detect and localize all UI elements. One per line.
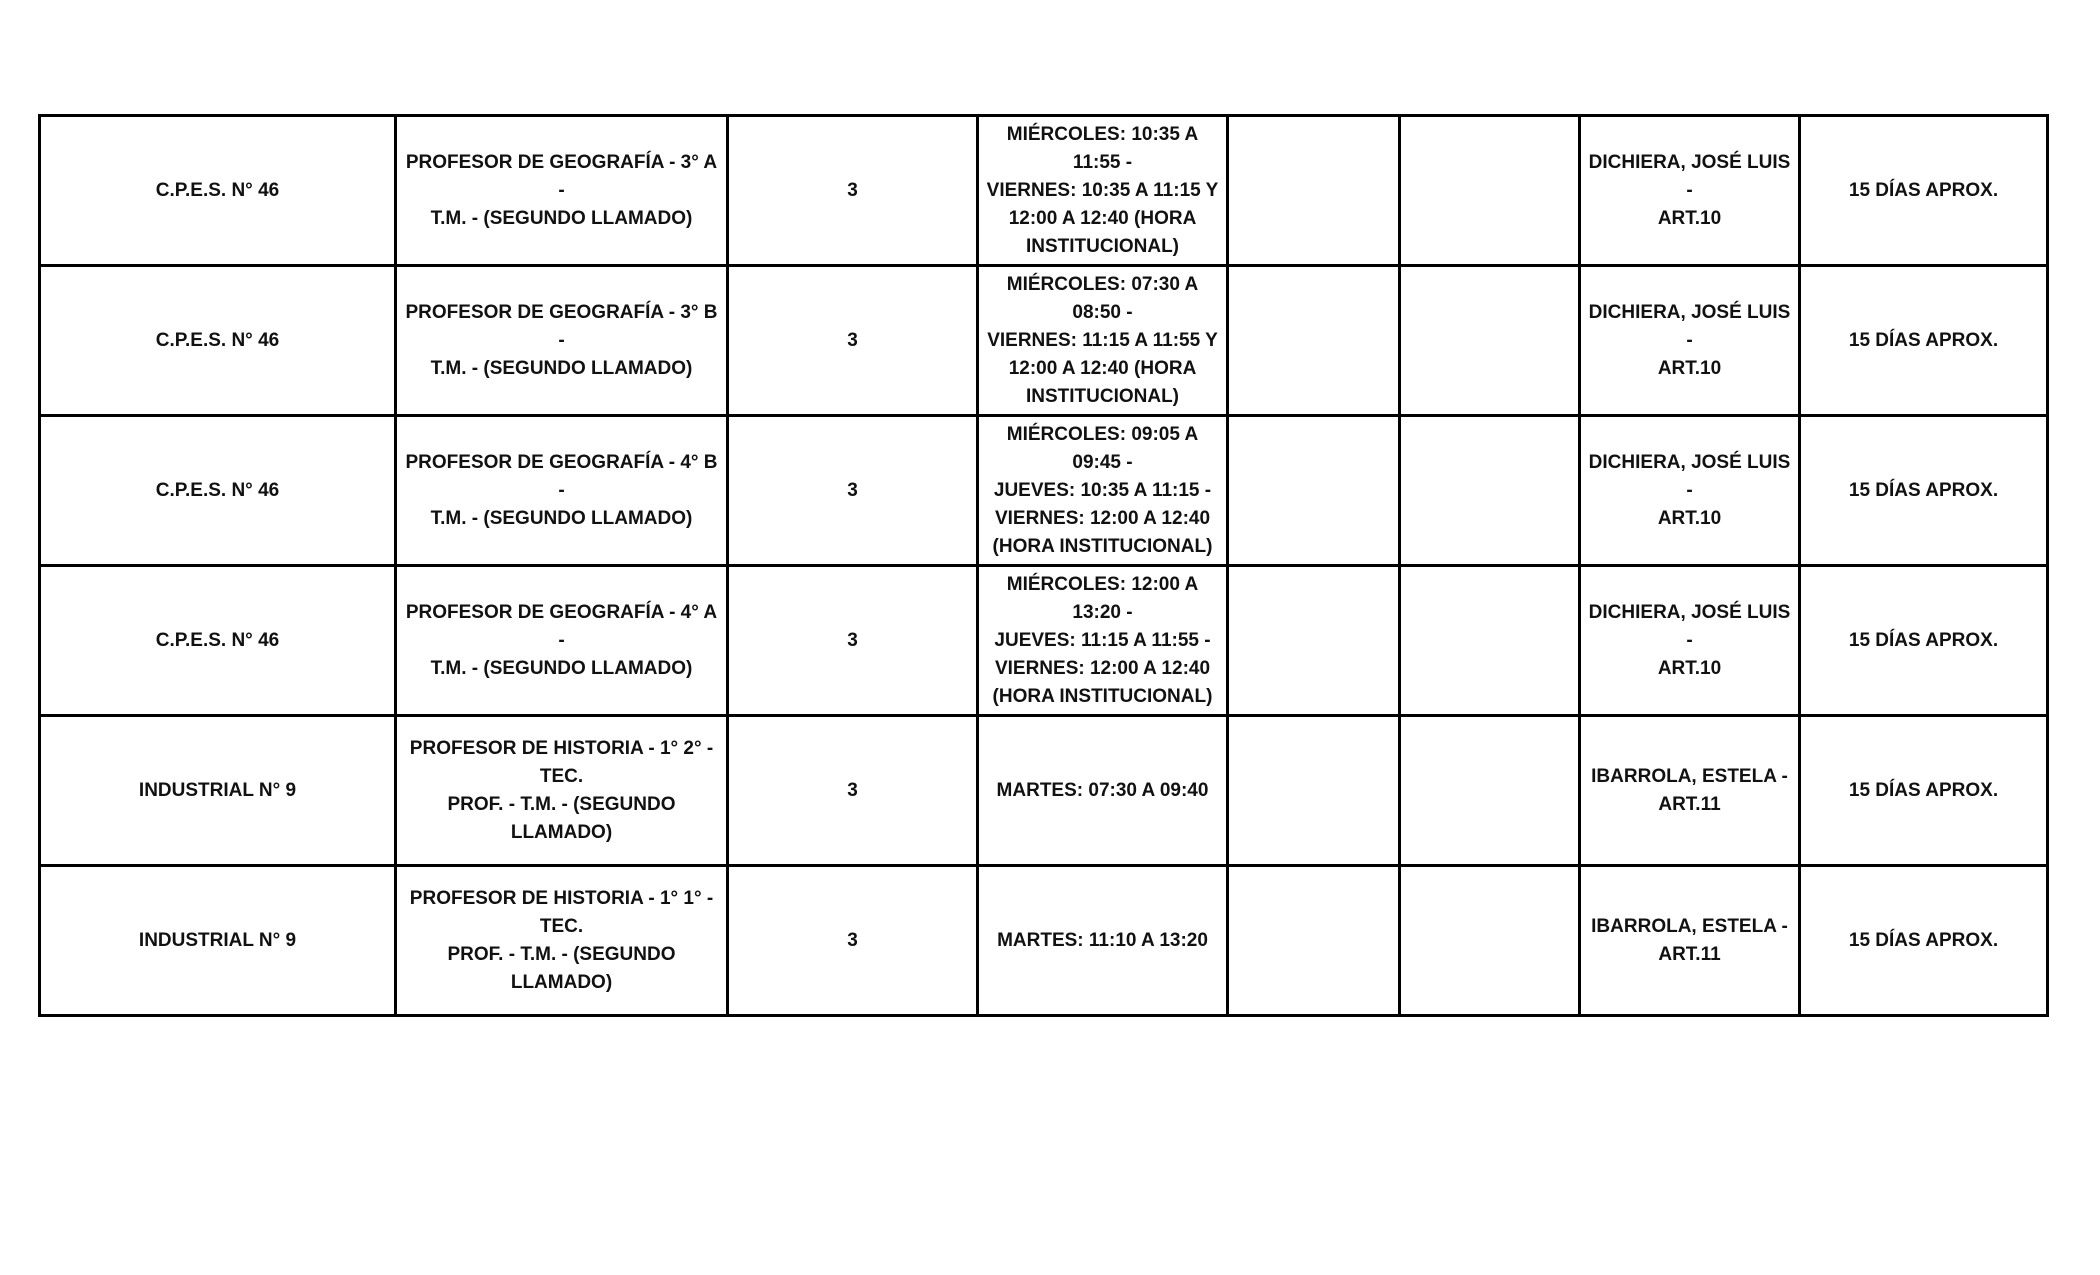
teacher-cell: DICHIERA, JOSÉ LUIS - ART.10 <box>1580 566 1800 716</box>
schedule-cell: MIÉRCOLES: 10:35 A 11:55 - VIERNES: 10:35 A 11:15 Y 12:00 A 12:40 (HORA INSTITUCIONAL) <box>978 116 1228 266</box>
position-cell: PROFESOR DE HISTORIA - 1° 2° - TEC. PROF. - T.M. - (SEGUNDO LLAMADO) <box>396 716 728 866</box>
empty-cell <box>1400 866 1580 1016</box>
document-page <box>38 114 2049 1017</box>
duration-cell: 15 DÍAS APROX. <box>1800 566 2048 716</box>
position-cell: PROFESOR DE GEOGRAFÍA - 3° A - T.M. - (SEGUNDO LLAMADO) <box>396 116 728 266</box>
table-row <box>40 716 2048 866</box>
empty-cell <box>1400 566 1580 716</box>
school-cell: C.P.E.S. N° 46 <box>40 416 396 566</box>
teacher-cell: DICHIERA, JOSÉ LUIS - ART.10 <box>1580 416 1800 566</box>
school-cell: C.P.E.S. N° 46 <box>40 266 396 416</box>
empty-cell <box>1400 416 1580 566</box>
school-cell: INDUSTRIAL N° 9 <box>40 716 396 866</box>
school-cell: C.P.E.S. N° 46 <box>40 116 396 266</box>
hours-cell: 3 <box>728 416 978 566</box>
teacher-cell: DICHIERA, JOSÉ LUIS - ART.10 <box>1580 266 1800 416</box>
empty-cell <box>1228 116 1400 266</box>
empty-cell <box>1400 266 1580 416</box>
empty-cell <box>1228 716 1400 866</box>
table-row <box>40 266 2048 416</box>
schedule-cell: MIÉRCOLES: 12:00 A 13:20 - JUEVES: 11:15 A 11:55 - VIERNES: 12:00 A 12:40 (HORA INSTITUCIONAL) <box>978 566 1228 716</box>
school-cell: C.P.E.S. N° 46 <box>40 566 396 716</box>
table-row <box>40 866 2048 1016</box>
duration-cell: 15 DÍAS APROX. <box>1800 416 2048 566</box>
hours-cell: 3 <box>728 866 978 1016</box>
position-cell: PROFESOR DE GEOGRAFÍA - 4° B - T.M. - (SEGUNDO LLAMADO) <box>396 416 728 566</box>
hours-cell: 3 <box>728 266 978 416</box>
position-cell: PROFESOR DE HISTORIA - 1° 1° - TEC. PROF. - T.M. - (SEGUNDO LLAMADO) <box>396 866 728 1016</box>
schedule-cell: MARTES: 07:30 A 09:40 <box>978 716 1228 866</box>
duration-cell: 15 DÍAS APROX. <box>1800 116 2048 266</box>
teacher-cell: IBARROLA, ESTELA - ART.11 <box>1580 866 1800 1016</box>
duration-cell: 15 DÍAS APROX. <box>1800 716 2048 866</box>
hours-cell: 3 <box>728 716 978 866</box>
hours-cell: 3 <box>728 116 978 266</box>
schedule-cell: MARTES: 11:10 A 13:20 <box>978 866 1228 1016</box>
position-cell: PROFESOR DE GEOGRAFÍA - 3° B - T.M. - (SEGUNDO LLAMADO) <box>396 266 728 416</box>
hours-cell: 3 <box>728 566 978 716</box>
schedule-cell: MIÉRCOLES: 07:30 A 08:50 - VIERNES: 11:15 A 11:55 Y 12:00 A 12:40 (HORA INSTITUCIONAL) <box>978 266 1228 416</box>
empty-cell <box>1400 716 1580 866</box>
teacher-cell: DICHIERA, JOSÉ LUIS - ART.10 <box>1580 116 1800 266</box>
teacher-cell: IBARROLA, ESTELA - ART.11 <box>1580 716 1800 866</box>
empty-cell <box>1228 416 1400 566</box>
empty-cell <box>1228 266 1400 416</box>
school-cell: INDUSTRIAL N° 9 <box>40 866 396 1016</box>
table-row <box>40 116 2048 266</box>
schedule-cell: MIÉRCOLES: 09:05 A 09:45 - JUEVES: 10:35 A 11:15 - VIERNES: 12:00 A 12:40 (HORA INSTITUCIONAL) <box>978 416 1228 566</box>
duration-cell: 15 DÍAS APROX. <box>1800 866 2048 1016</box>
table-row <box>40 566 2048 716</box>
empty-cell <box>1400 116 1580 266</box>
empty-cell <box>1228 566 1400 716</box>
empty-cell <box>1228 866 1400 1016</box>
vacancies-table <box>38 114 2049 1017</box>
table-row <box>40 416 2048 566</box>
position-cell: PROFESOR DE GEOGRAFÍA - 4° A - T.M. - (SEGUNDO LLAMADO) <box>396 566 728 716</box>
duration-cell: 15 DÍAS APROX. <box>1800 266 2048 416</box>
